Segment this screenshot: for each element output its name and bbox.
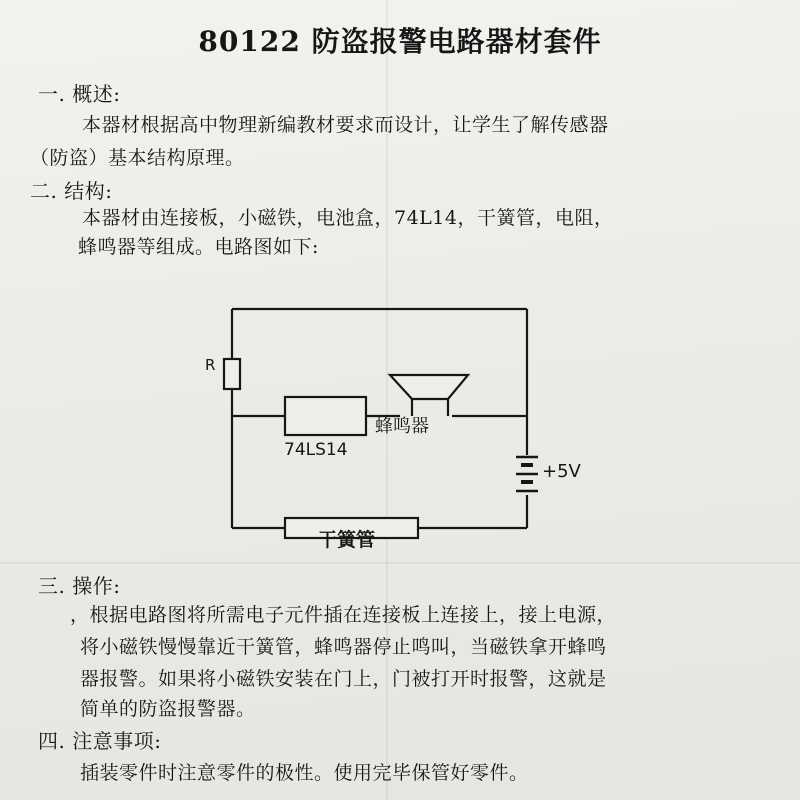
- paragraph-line: （防盗）基本结构原理。: [30, 147, 245, 169]
- document-title: 80122 防盗报警电路器材套件: [198, 25, 602, 58]
- section-heading-operation: 三. 操作:: [38, 574, 121, 598]
- section-heading-notes: 四. 注意事项:: [38, 729, 162, 753]
- paragraph-line: 器报警。如果将小磁铁安装在门上，门被打开时报警，这就是: [80, 668, 607, 690]
- ic-label: 74LS14: [284, 440, 348, 460]
- paragraph-line: ，根据电路图将所需电子元件插在连接板上连接上，接上电源，: [70, 604, 617, 626]
- reed-switch-label: 干簧管: [318, 529, 376, 551]
- resistor-symbol: [224, 359, 240, 389]
- battery-symbol: [516, 457, 538, 491]
- paragraph-line: 插装零件时注意零件的极性。使用完毕保管好零件。: [80, 762, 529, 784]
- circuit-diagram: [190, 295, 581, 555]
- paragraph-line: 本器材由连接板，小磁铁，电池盒，74L14，干簧管，电阻，: [82, 207, 614, 229]
- section-heading-overview: 一. 概述:: [38, 82, 121, 106]
- buzzer-label: 蜂鸣器: [375, 416, 429, 437]
- battery-label: +5V: [542, 461, 581, 482]
- resistor-label: R: [205, 356, 216, 374]
- paragraph-line: 简单的防盗报警器。: [80, 698, 256, 720]
- ic-74ls14-symbol: [285, 397, 366, 435]
- buzzer-symbol: [390, 375, 468, 399]
- section-heading-structure: 二. 结构:: [30, 179, 113, 203]
- paragraph-line: 将小磁铁慢慢靠近干簧管，蜂鸣器停止鸣叫，当磁铁拿开蜂鸣: [80, 636, 607, 658]
- paper-crease: [0, 562, 800, 564]
- paragraph-line: 蜂鸣器等组成。电路图如下:: [78, 236, 319, 258]
- paragraph-line: 本器材根据高中物理新编教材要求而设计，让学生了解传感器: [82, 114, 609, 136]
